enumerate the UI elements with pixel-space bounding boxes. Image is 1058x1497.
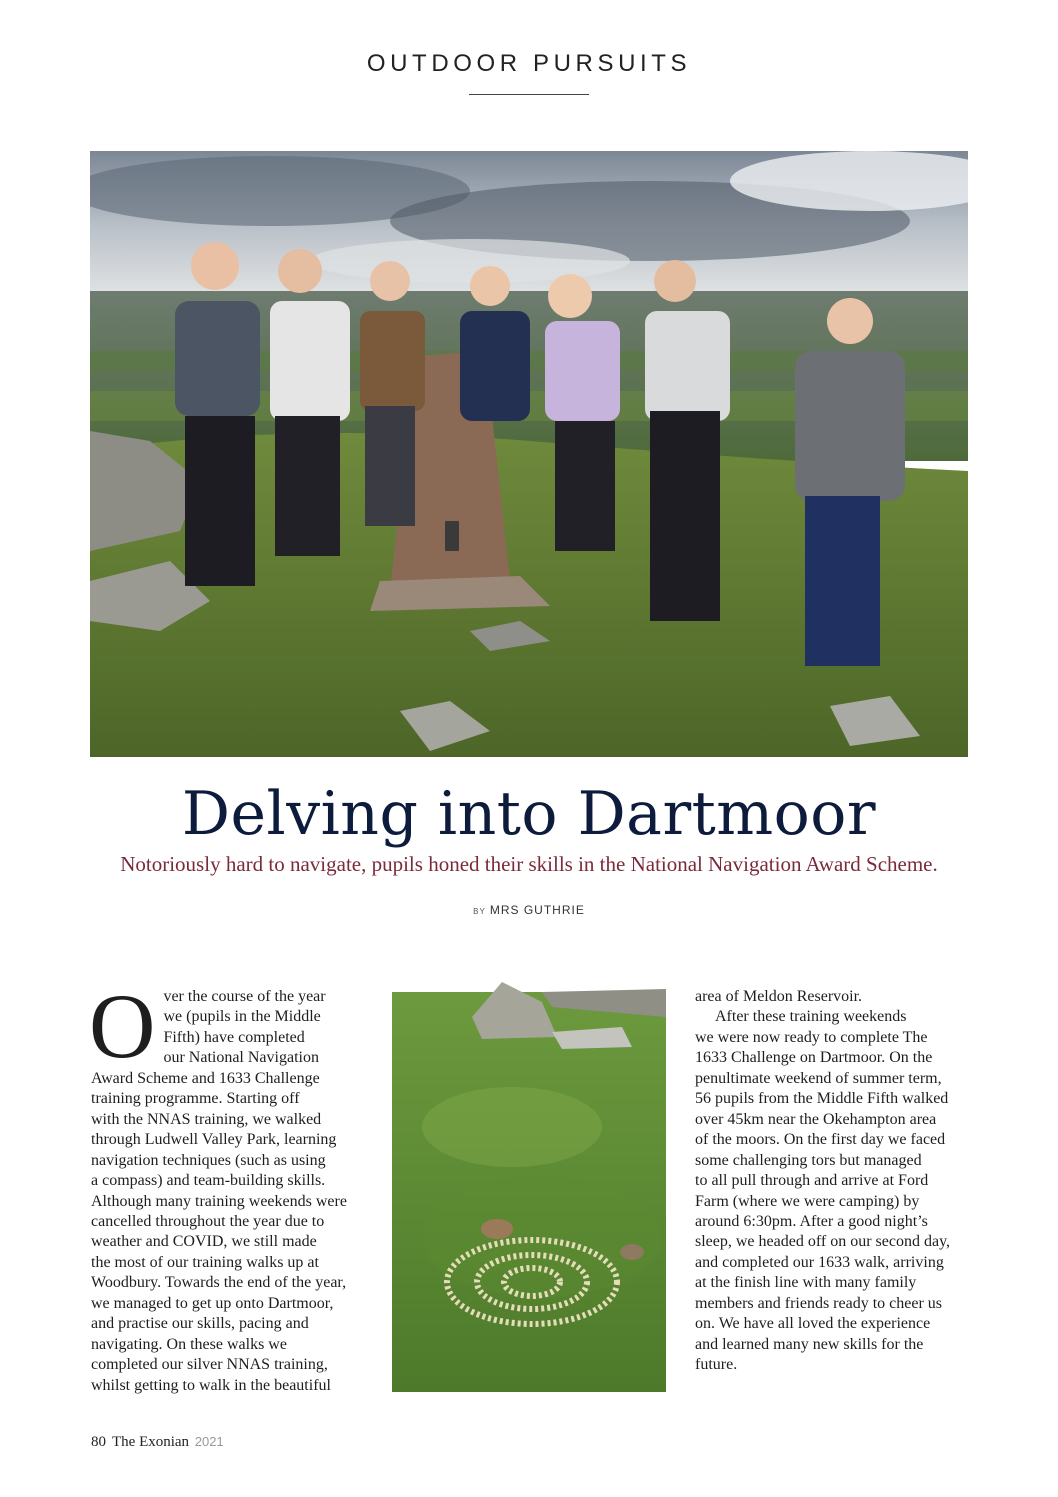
publication-name: The Exonian [112, 1434, 190, 1450]
text-line: and practise our skills, pacing and [91, 1315, 309, 1333]
text-line: of the moors. On the first day we faced [695, 1131, 946, 1149]
byline-prefix: BY [473, 907, 486, 916]
text-line: penultimate weekend of summer term, [695, 1069, 942, 1087]
text-line: 1633 Challenge on Dartmoor. On the [695, 1049, 933, 1067]
text-line: Farm (where we were camping) by [695, 1192, 920, 1210]
text-line: Woodbury. Towards the end of the year, [91, 1274, 347, 1292]
article-column-3 [695, 987, 970, 1376]
text-line: sleep, we headed off on our second day, [695, 1233, 951, 1251]
article-headline: Delving into Dartmoor [181, 779, 877, 849]
text-line: ver the course of the year [163, 988, 326, 1005]
text-line: and learned many new skills for the [695, 1335, 924, 1353]
text-line: we (pupils in the Middle [163, 1008, 321, 1026]
text-line: whilst getting to walk in the beautiful [91, 1376, 331, 1394]
text-line: over 45km near the Okehampton area [695, 1110, 937, 1128]
publication-year: 2021 [194, 1434, 224, 1449]
text-line: navigating. On these walks we [91, 1335, 287, 1353]
article-standfirst: Notoriously hard to navigate, pupils honed their skills in the National Navigation Award Scheme. [120, 852, 938, 876]
text-line: members and friends ready to cheer us [695, 1294, 943, 1312]
text-line: area of Meldon Reservoir. [695, 988, 863, 1005]
text-line: we were now ready to complete The [695, 1028, 928, 1046]
text-line: on. We have all loved the experience [695, 1315, 931, 1333]
page-number: 80 [91, 1434, 106, 1450]
moor-photo [392, 977, 666, 1392]
text-line: Award Scheme and 1633 Challenge [91, 1069, 320, 1087]
text-line: a compass) and team-building skills. [91, 1172, 326, 1190]
text-line: and completed our 1633 walk, arriving [695, 1253, 944, 1271]
text-line: some challenging tors but managed [695, 1151, 922, 1169]
text-line: the most of our training walks up at [91, 1253, 319, 1271]
article-column-1 [89, 975, 366, 1396]
text-line: training programme. Starting off [91, 1090, 300, 1108]
text-line: with the NNAS training, we walked [91, 1110, 322, 1128]
text-line: cancelled throughout the year due to [91, 1212, 325, 1230]
text-line: 56 pupils from the Middle Fifth walked [695, 1090, 949, 1108]
text-line: our National Navigation [163, 1049, 319, 1067]
article-byline [0, 903, 1058, 917]
text-line: future. [695, 1356, 738, 1374]
text-line: Although many training weekends were [91, 1192, 347, 1210]
page-footer [91, 1434, 224, 1451]
drop-cap: O [89, 975, 156, 1077]
text-line: navigation techniques (such as using [91, 1151, 326, 1169]
text-line: at the finish line with many family [695, 1274, 917, 1292]
text-line: through Ludwell Valley Park, learning [91, 1131, 337, 1149]
text-line: around 6:30pm. After a good night’s [695, 1212, 928, 1230]
section-title: OUTDOOR PURSUITS [366, 50, 692, 77]
byline-author: MRS GUTHRIE [489, 903, 585, 917]
text-line: weather and COVID, we still made [91, 1233, 317, 1251]
text-line: completed our silver NNAS training, [91, 1356, 328, 1374]
text-line: we managed to get up onto Dartmoor, [91, 1294, 334, 1312]
hero-photo [90, 151, 968, 757]
section-divider [469, 94, 589, 95]
text-line: After these training weekends [715, 1008, 907, 1026]
text-line: Fifth) have completed [163, 1028, 305, 1046]
text-line: to all pull through and arrive at Ford [695, 1172, 929, 1190]
